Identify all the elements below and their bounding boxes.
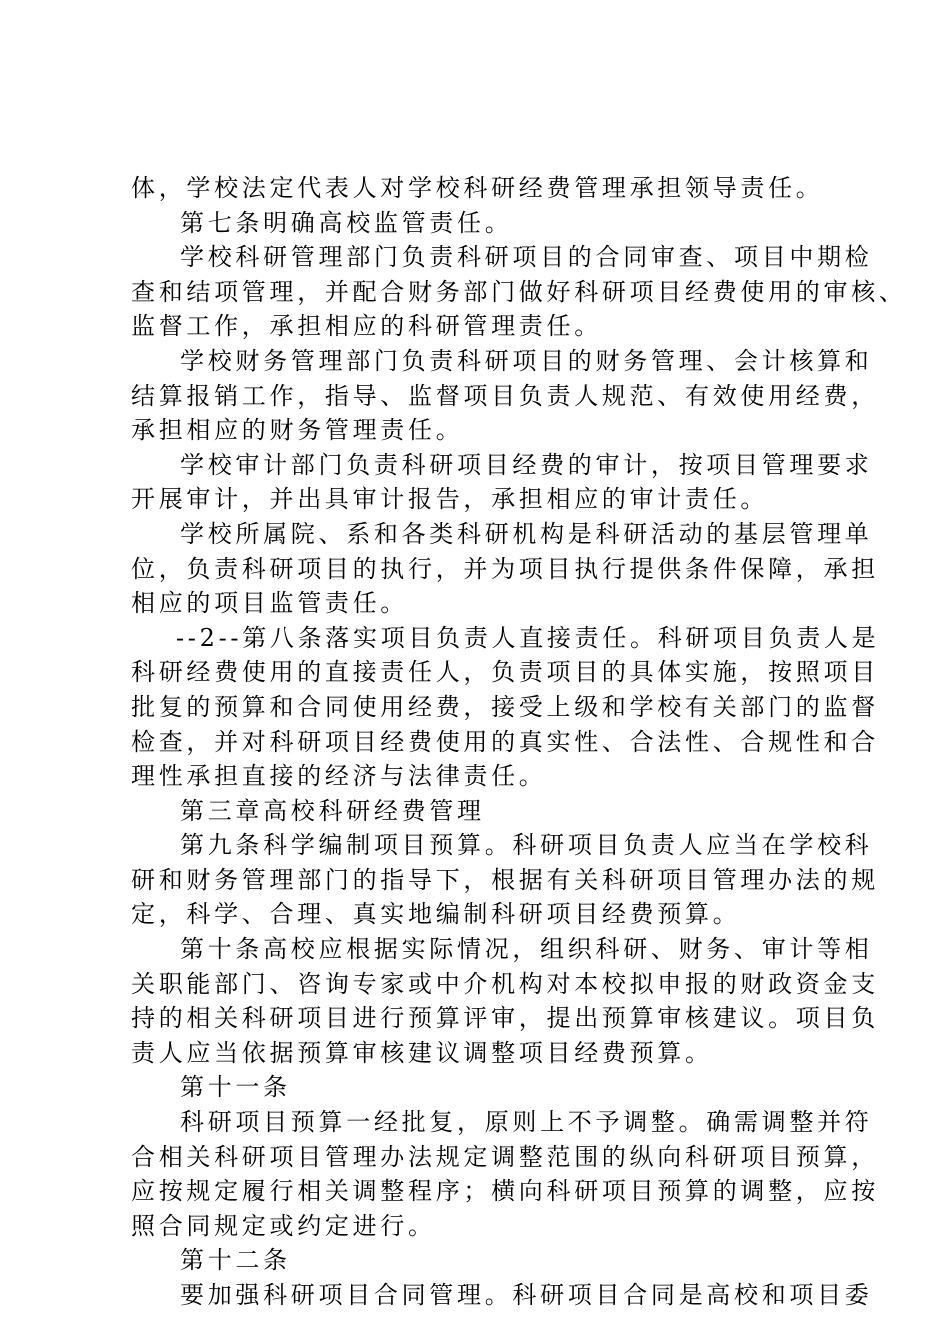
- text-line: 位，负责科研项目的执行，并为项目执行提供条件保障，承担: [131, 554, 879, 583]
- text-line: 结算报销工作，指导、监督项目负责人规范、有效使用经费，: [131, 381, 879, 410]
- text-line: 学校审计部门负责科研项目经费的审计，按项目管理要求: [180, 450, 873, 479]
- text-line: 学校财务管理部门负责科研项目的财务管理、会计核算和: [180, 346, 873, 375]
- text-line: --2--第八条落实项目负责人直接责任。科研项目负责人是: [176, 623, 880, 652]
- text-line: 学校科研管理部门负责科研项目的合同审查、项目中期检: [180, 243, 873, 272]
- document-body: [0, 171, 950, 1313]
- text-line: 第十条高校应根据实际情况，组织科研、财务、审计等相: [180, 935, 873, 964]
- chapter-heading: 第三章高校科研经费管理: [180, 796, 485, 825]
- text-line: 持的相关科研项目进行预算评审，提出预算审核建议。项目负: [131, 1004, 879, 1033]
- text-line: 合相关科研项目管理办法规定调整范围的纵向科研项目预算，: [131, 1142, 879, 1171]
- article-heading: 第十一条: [180, 1073, 291, 1102]
- text-line: 检查，并对科研项目经费使用的真实性、合法性、合规性和合: [131, 727, 879, 756]
- text-line: 责人应当依据预算审核建议调整项目经费预算。: [131, 1038, 713, 1067]
- text-line: 关职能部门、咨询专家或中介机构对本校拟申报的财政资金支: [131, 969, 879, 998]
- text-line: 体，学校法定代表人对学校科研经费管理承担领导责任。: [131, 174, 824, 202]
- text-line: 监督工作，承担相应的科研管理责任。: [131, 312, 602, 341]
- text-line: 相应的项目监管责任。: [131, 589, 408, 618]
- text-line: 批复的预算和合同使用经费，接受上级和学校有关部门的监督: [131, 692, 879, 721]
- text-line: 查和结项管理，并配合财务部门做好科研项目经费使用的审核、: [131, 277, 907, 306]
- article-heading: 第十二条: [180, 1246, 291, 1275]
- text-line: 要加强科研项目合同管理。科研项目合同是高校和项目委: [180, 1281, 873, 1309]
- text-line: 第九条科学编制项目预算。科研项目负责人应当在学校科: [180, 831, 873, 860]
- text-line: 应按规定履行相关调整程序；横向科研项目预算的调整，应按: [131, 1177, 879, 1206]
- text-line: 照合同规定或约定进行。: [131, 1211, 436, 1240]
- text-line: 定，科学、合理、真实地编制科研项目经费预算。: [131, 900, 741, 929]
- text-line: 研和财务管理部门的指导下，根据有关科研项目管理办法的规: [131, 865, 879, 894]
- text-line: 承担相应的财务管理责任。: [131, 416, 464, 445]
- text-line: 理性承担直接的经济与法律责任。: [131, 762, 547, 791]
- text-line: 科研项目预算一经批复，原则上不予调整。确需调整并符: [180, 1108, 873, 1137]
- text-line: 开展审计，并出具审计报告，承担相应的审计责任。: [131, 485, 769, 514]
- text-line: 科研经费使用的直接责任人，负责项目的具体实施，按照项目: [131, 658, 879, 687]
- text-line: 第七条明确高校监管责任。: [180, 208, 513, 237]
- text-line: 学校所属院、系和各类科研机构是科研活动的基层管理单: [180, 519, 873, 548]
